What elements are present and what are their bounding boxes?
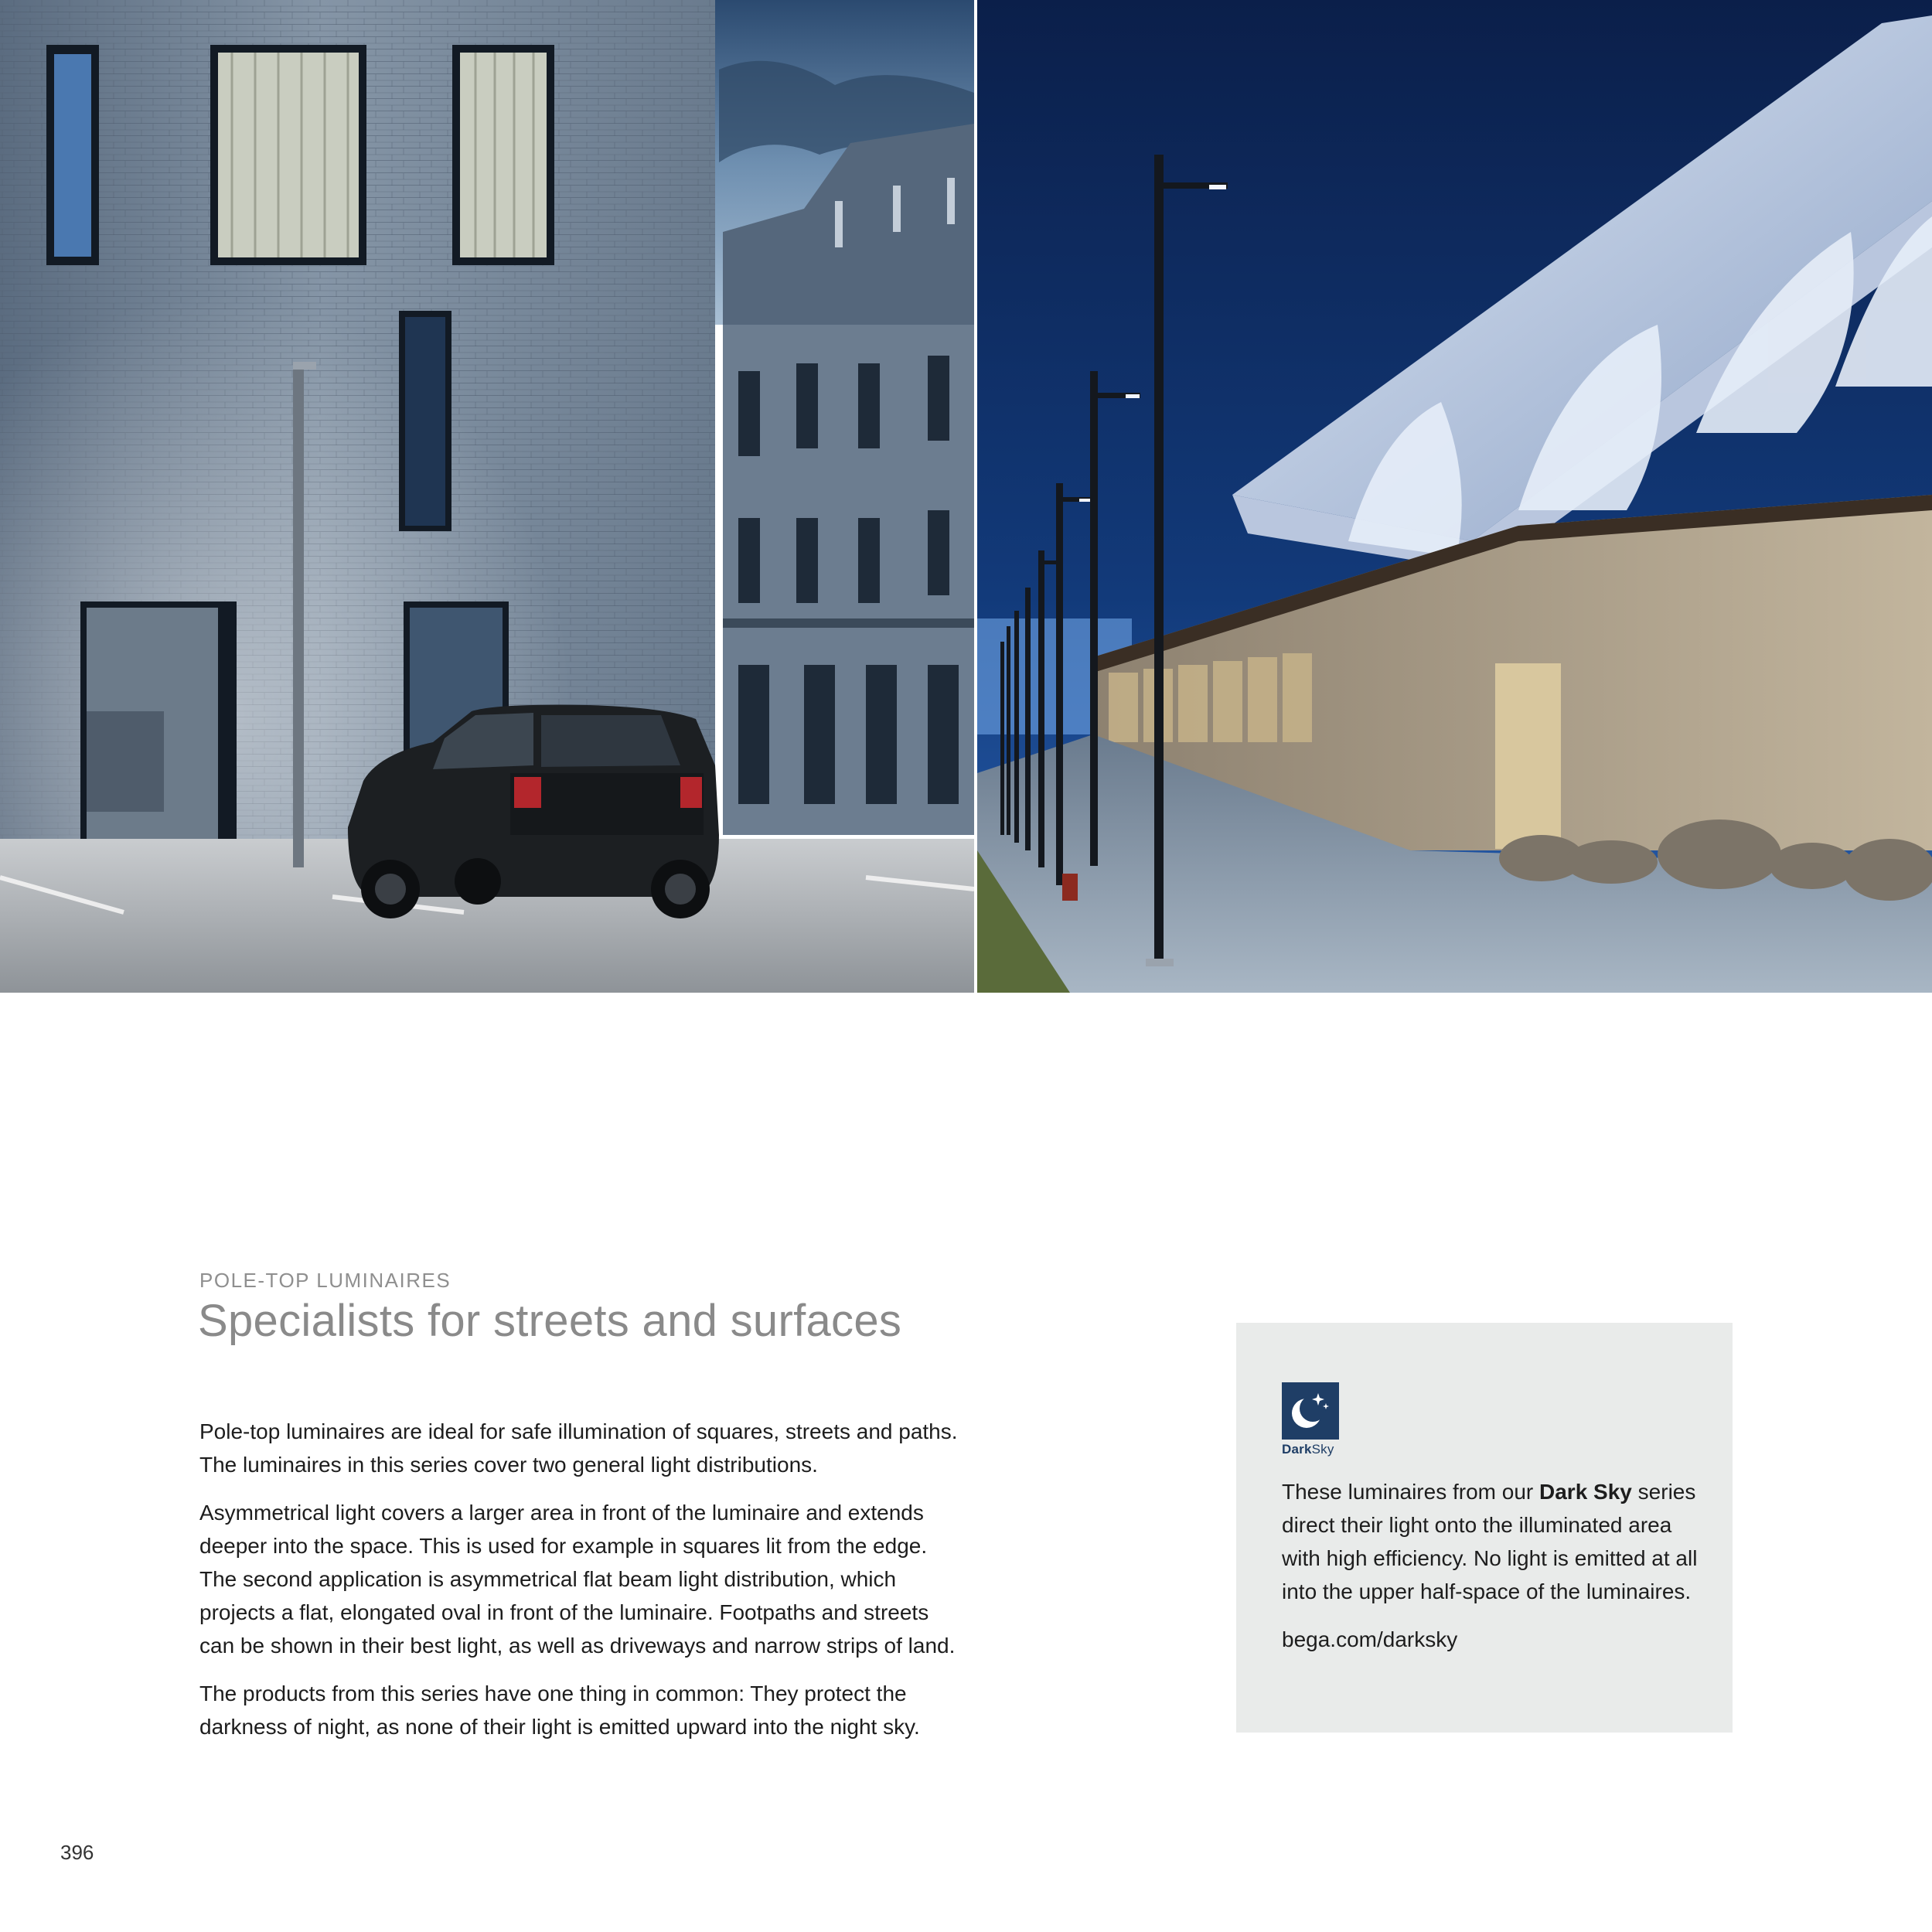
page-title: Specialists for streets and surfaces bbox=[198, 1296, 902, 1346]
body-text bbox=[199, 1415, 1003, 1758]
photo-pole-lights-night-street bbox=[977, 0, 1932, 993]
darksky-logo-label-rest: Sky bbox=[1311, 1442, 1334, 1457]
darksky-text-after: series direct their light onto the illuminated area with high efficiency. No light is emitted at all into the upper half-space of the luminaires. bbox=[1282, 1480, 1698, 1603]
darksky-logo bbox=[1282, 1382, 1339, 1457]
body-paragraph: Asymmetrical light covers a larger area in front of the luminaire and extends deeper into the space. This is used for example in squares lit from the edge. The second application is asymmetrical flat beam light distribution, which projects a flat, elongated oval in front of the luminaire. Footpaths and streets can be shown in their best light, as well as driveways and narrow strips of land. bbox=[199, 1501, 956, 1658]
body-paragraph: The products from this series have one thing in common: They protect the darkness of night, as none of their light is emitted upward into the night sky. bbox=[199, 1682, 920, 1739]
section-label: POLE-TOP LUMINAIRES bbox=[199, 1269, 451, 1292]
moon-and-stars-icon bbox=[1282, 1382, 1339, 1440]
page-number: 396 bbox=[60, 1841, 94, 1864]
darksky-paragraph bbox=[1282, 1475, 1715, 1608]
darksky-link[interactable]: bega.com/darksky bbox=[1282, 1627, 1458, 1651]
darksky-logo-label bbox=[1282, 1442, 1339, 1457]
darksky-text-before: These luminaires from our bbox=[1282, 1480, 1540, 1504]
darksky-description bbox=[1282, 1475, 1715, 1671]
photo-brick-facade-with-car bbox=[0, 0, 974, 993]
darksky-logo-label-bold: Dark bbox=[1282, 1442, 1312, 1457]
darksky-text-bold: Dark Sky bbox=[1539, 1480, 1632, 1504]
darksky-info-box bbox=[1236, 1323, 1733, 1733]
body-paragraph: Pole-top luminaires are ideal for safe illumination of squares, streets and paths. The luminaires in this series cover two general light distributions. bbox=[199, 1419, 958, 1477]
